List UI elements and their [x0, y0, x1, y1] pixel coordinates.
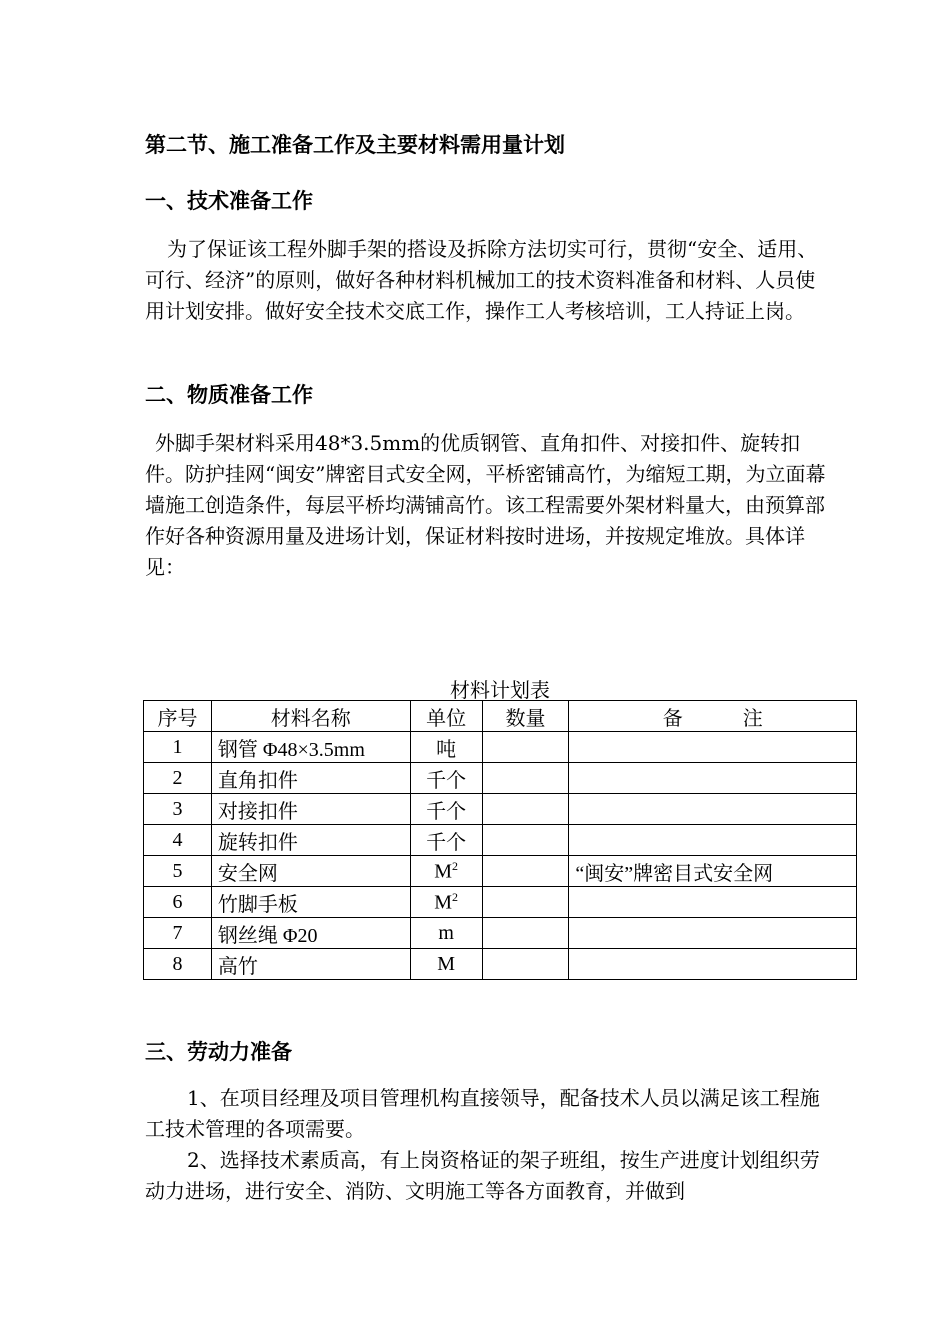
- row-no: 1: [144, 732, 212, 763]
- row-qty: [482, 732, 569, 763]
- table-row: [144, 794, 857, 825]
- row-note: [569, 949, 857, 980]
- row-note: [569, 825, 857, 856]
- row-no: 4: [144, 825, 212, 856]
- tech-prep-heading: 一、技术准备工作: [145, 189, 313, 213]
- row-qty: [482, 918, 569, 949]
- table-row: [144, 887, 857, 918]
- table-row: [144, 732, 857, 763]
- table-row: [144, 763, 857, 794]
- row-unit: [410, 794, 482, 825]
- labor-prep-heading: 三、劳动力准备: [145, 1040, 292, 1064]
- row-unit: [410, 763, 482, 794]
- row-unit: [410, 732, 482, 763]
- row-name: 安全网: [211, 856, 410, 887]
- row-no: 5: [144, 856, 212, 887]
- unit-superscript: 2: [452, 858, 459, 873]
- unit-text: 千个: [426, 769, 467, 792]
- row-note: [569, 763, 857, 794]
- table-row: [144, 825, 857, 856]
- row-qty: [482, 825, 569, 856]
- table-row: [144, 949, 857, 980]
- row-note: [569, 732, 857, 763]
- row-name: 直角扣件: [211, 763, 410, 794]
- row-no: 6: [144, 887, 212, 918]
- row-qty: [482, 763, 569, 794]
- tech-prep-paragraph: 为了保证该工程外脚手架的搭设及拆除方法切实可行，贯彻“安全、适用、可行、经济”的原则，做好各种材料机械加工的技术资料准备和材料、人员使用计划安排。做好安全技术交底工作，操作工人考核培训，工人持证上岗。: [145, 237, 818, 323]
- row-qty: [482, 949, 569, 980]
- row-unit: [410, 856, 482, 887]
- labor-item-1: 1、在项目经理及项目管理机构直接领导，配备技术人员以满足该工程施工技术管理的各项需要。: [145, 1086, 820, 1141]
- row-no: 3: [144, 794, 212, 825]
- material-plan-table: [143, 700, 857, 980]
- row-name: 竹脚手板: [211, 887, 410, 918]
- row-note: [569, 918, 857, 949]
- table-header-row: [144, 701, 857, 732]
- row-no: 2: [144, 763, 212, 794]
- row-no: 8: [144, 949, 212, 980]
- table-caption: 材料计划表: [450, 678, 550, 702]
- row-name: 钢管 Φ48×3.5mm: [211, 732, 410, 763]
- row-no: 7: [144, 918, 212, 949]
- unit-text: M: [434, 860, 453, 883]
- header-no: 序号: [144, 701, 212, 732]
- labor-item-2: 2、选择技术素质高，有上岗资格证的架子班组，按生产进度计划组织劳动力进场，进行安全、消防、文明施工等各方面教育，并做到: [145, 1148, 820, 1203]
- unit-text: m: [438, 921, 454, 944]
- material-prep-paragraph: 外脚手架材料采用48*3.5mm的优质钢管、直角扣件、对接扣件、旋转扣件。防护挂网“闽安”牌密目式安全网，平桥密铺高竹，为缩短工期，为立面幕墙施工创造条件，每层平桥均满铺高竹。该工程需要外架材料量大，由预算部作好各种资源用量及进场计划，保证材料按时进场，并按规定堆放。具体详见：: [145, 431, 826, 579]
- row-name: 旋转扣件: [211, 825, 410, 856]
- row-unit: [410, 887, 482, 918]
- unit-superscript: 2: [452, 889, 459, 904]
- row-qty: [482, 887, 569, 918]
- table-row: [144, 918, 857, 949]
- unit-text: M: [437, 952, 456, 975]
- header-qty: 数量: [482, 701, 569, 732]
- unit-text: 千个: [426, 831, 467, 854]
- row-unit: [410, 825, 482, 856]
- row-unit: [410, 918, 482, 949]
- row-qty: [482, 794, 569, 825]
- unit-text: 吨: [436, 738, 457, 761]
- material-prep-heading: 二、物质准备工作: [145, 383, 313, 407]
- header-name: 材料名称: [211, 701, 410, 732]
- row-name: 高竹: [211, 949, 410, 980]
- row-name: 对接扣件: [211, 794, 410, 825]
- header-note: 备 注: [569, 701, 857, 732]
- row-note: [569, 794, 857, 825]
- header-unit: 单位: [410, 701, 482, 732]
- row-qty: [482, 856, 569, 887]
- row-note: [569, 887, 857, 918]
- table-row: [144, 856, 857, 887]
- section-title: 第二节、施工准备工作及主要材料需用量计划: [145, 133, 565, 157]
- unit-text: 千个: [426, 800, 467, 823]
- row-note: “闽安”牌密目式安全网: [569, 856, 857, 887]
- unit-text: M: [434, 891, 453, 914]
- row-name: 钢丝绳 Φ20: [211, 918, 410, 949]
- row-unit: [410, 949, 482, 980]
